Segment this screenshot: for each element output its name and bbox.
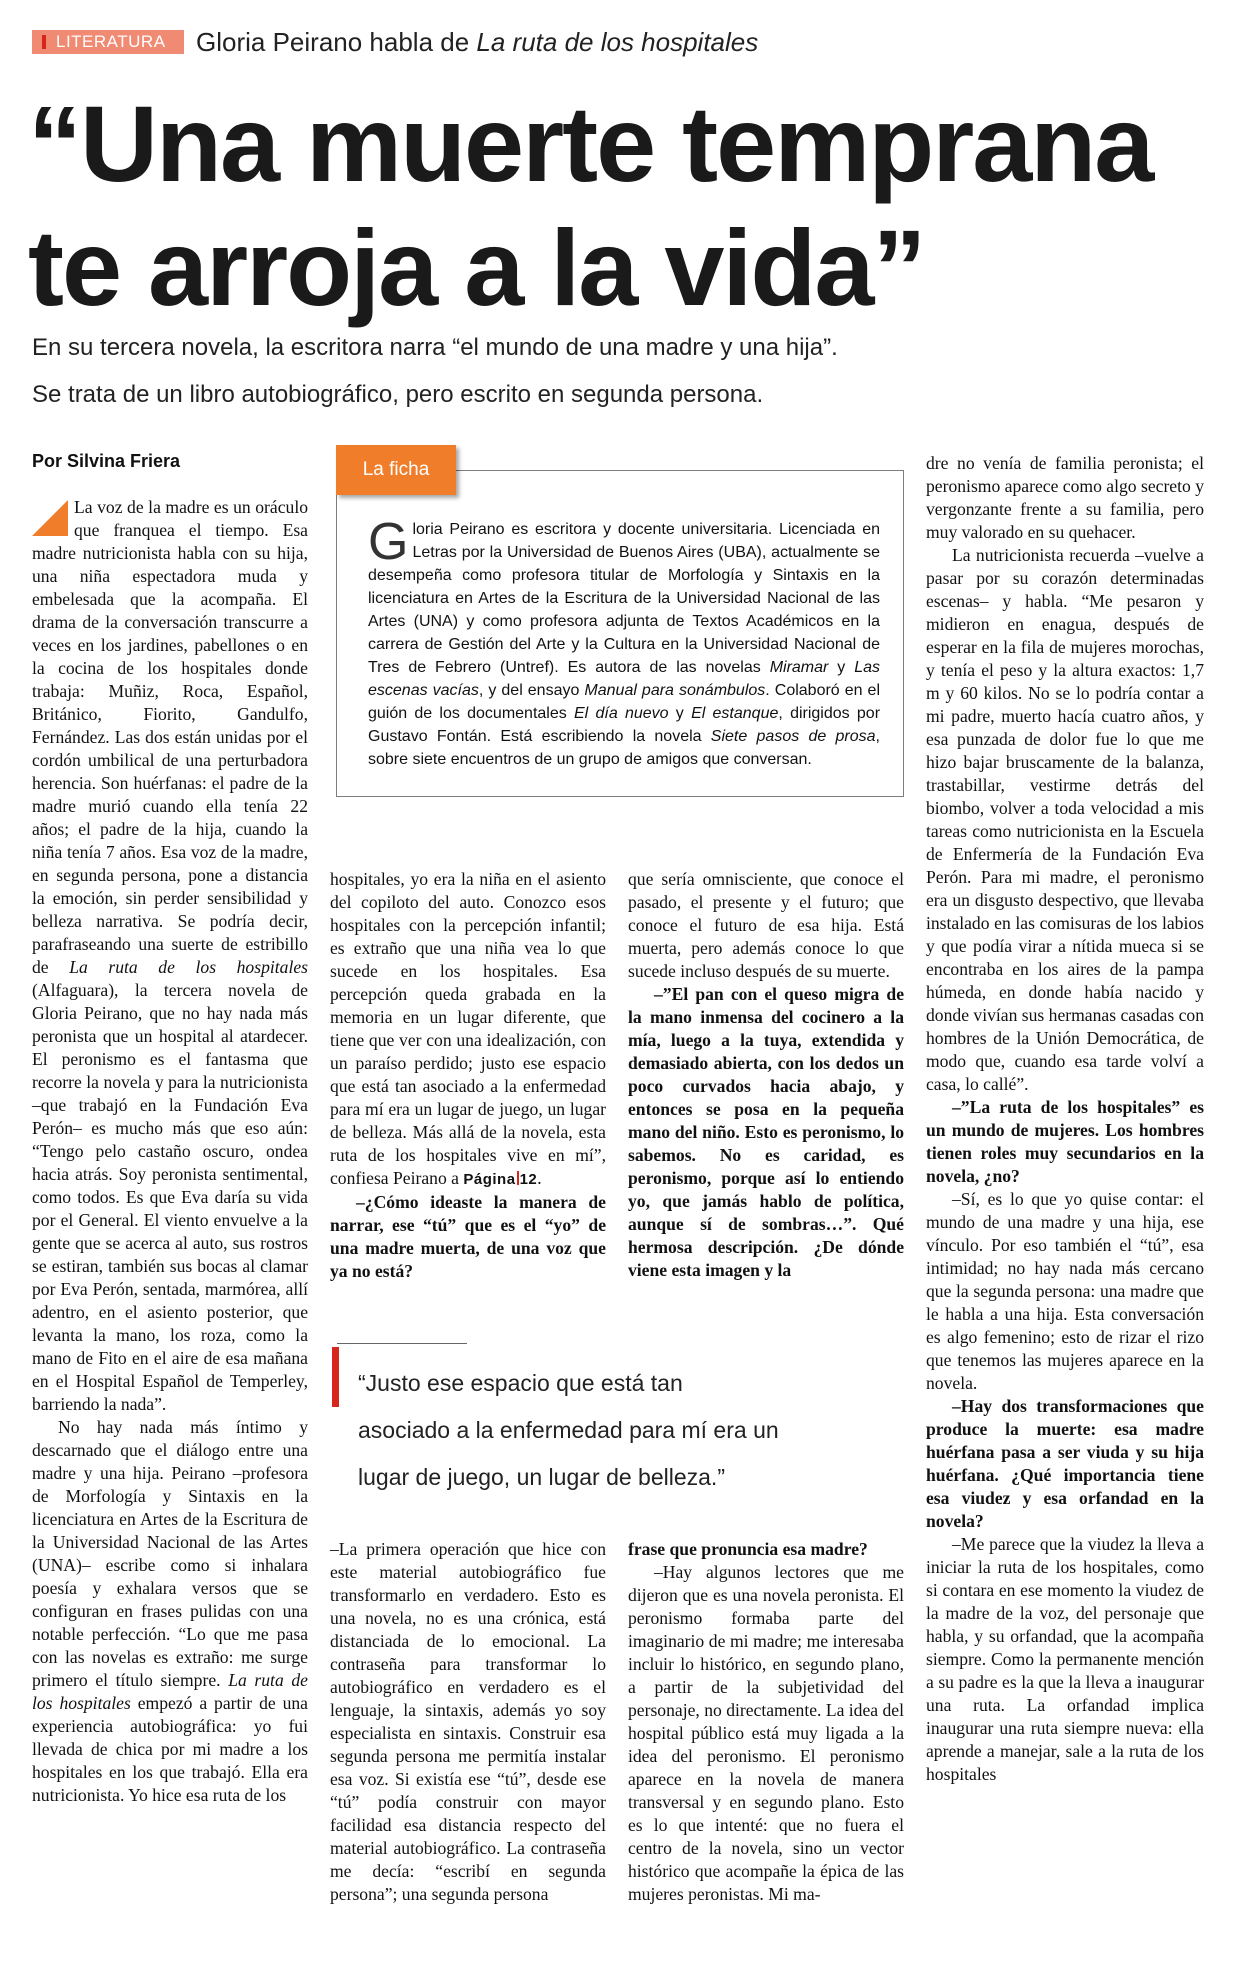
text-run: , sobre siete encuentros de un grupo de amigos que conversan. bbox=[368, 728, 880, 768]
pullquote-rule bbox=[337, 1343, 467, 1344]
section-tag-label: LITERATURA bbox=[56, 32, 166, 51]
headline-line-2: te arroja a la vida” bbox=[28, 207, 925, 328]
book-title: La ruta de los hospitales bbox=[69, 957, 308, 977]
book-title: Manual para sonámbulos bbox=[584, 682, 766, 699]
article-column-2-bottom bbox=[330, 1538, 606, 1906]
headline bbox=[28, 82, 1228, 330]
section-tag bbox=[32, 30, 184, 54]
text-run: y bbox=[668, 705, 692, 722]
text-run: La voz de la madre es un oráculo que franquea el tiempo. Esa madre nutricionista habla con su hija, una niña espectadora muda y embelesada que la acompaña. El drama de la conversación transcurre a veces en los jardines, pabellones o en la cocina de los hospitales donde trabaja: Muñiz, Roca, Español, Británico, Fiorito, Gandulfo, Fernández. Las dos están unidas por el cordón umbilical de una perturbadora herencia. Son huérfanas: el padre de la madre murió cuando ella tenía 22 años; el padre de la hija, cuando la niña tenía 7 años. Esa voz de la madre, en segunda persona, pone a distancia la emoción, sin perder sensibilidad y belleza narrativa. Se podría decir, parafraseando una suerte de estribillo de bbox=[32, 497, 308, 977]
interview-question bbox=[926, 1395, 1204, 1533]
book-title: Miramar bbox=[769, 659, 829, 676]
question-text: frase que pronuncia esa madre? bbox=[628, 1539, 868, 1559]
pullquote-line-1: “Justo ese espacio que está tan bbox=[358, 1370, 683, 1396]
interview-question bbox=[330, 1191, 606, 1283]
article-column-2 bbox=[330, 868, 606, 1283]
deck bbox=[32, 324, 1212, 418]
paragraph: dre no venía de familia peronista; el peronismo aparece como algo secreto y vergonzante frente a su familia, pero muy valorado en su quehacer. bbox=[926, 453, 1204, 542]
text-run: . Colaboró en el guión de los documentales bbox=[368, 682, 881, 722]
pagina12-logo-separator bbox=[517, 1171, 519, 1185]
pagina12-logo bbox=[463, 1171, 537, 1188]
film-title: El estanque bbox=[691, 705, 779, 722]
question-text: –”El pan con el queso migra de la mano inmensa del cocinero a la mía, luego a la tuya, extendida y demasiado abierta, con los dedos un poco curvados hacia abajo, y entonces se posa en la pequeña mano del niño. Esto es peronismo, lo sabemos. No es caridad, es peronismo, porque así lo entiendo yo, que jamás hablo de política, aunque sí de sombras…”. Qué hermosa descripción. ¿De dónde viene esta imagen y la bbox=[628, 984, 904, 1280]
pullquote-red-bar bbox=[332, 1347, 339, 1407]
text-run: empezó a partir de una experiencia autobiográfica: yo fui llevada de chica por mi madre a los hospitales en los que trabajó. Ella era nutricionista. Yo hice esa ruta de los bbox=[32, 1693, 308, 1805]
film-title: El día nuevo bbox=[574, 705, 669, 722]
text-run: No hay nada más íntimo y descarnado que el diálogo entre una madre y una hija. Peirano –profesora de Morfología y Sintaxis en la licenciatura en Artes de la Escritura de la Universidad Nacional de las Artes (UNA)– escribe como si inhalara poesía y exhalara versos que se configuran en frases pulidas con una notable perfección. “Lo que me pasa con las novelas es extraño: me surge primero el título siempre. bbox=[32, 1417, 308, 1690]
text-run: hospitales, yo era la niña en el asiento del copiloto del auto. Conozco esos hospitales con la percepción infantil; es extraño que una niña vea lo que sucede en los hospitales. Esa percepción queda grabada en la memoria en un lugar diferente, que tiene que ver con una idealización, con un paraíso perdido; justo ese espacio que está tan asociado a la enfermedad para mí era un lugar de juego, un lugar de belleza. Más allá de la novela, esta ruta de los hospitales vive en mí”, confiesa Peirano a bbox=[330, 869, 606, 1188]
pagina12-logo-left: Página bbox=[463, 1171, 516, 1188]
paragraph: –Sí, es lo que yo quise contar: el mundo de una madre y una hija, ese vínculo. Por eso también el “tú”, esa intimidad; no hay nada más cercano que la segunda persona: una madre que le habla a una hija. Esta conversación es algo femenino; esto de rizar el rizo que tenemos las mujeres aparece en la novela. bbox=[926, 1189, 1204, 1393]
orange-triangle-icon bbox=[32, 500, 68, 536]
kicker bbox=[196, 27, 758, 58]
interview-question bbox=[628, 983, 904, 1282]
paragraph: –Hay algunos lectores que me dijeron que es una novela peronista. El peronismo formaba parte del imaginario de mi madre; me interesaba incluir lo histórico, en segundo plano, a partir de la subjetividad del personaje, no directamente. La idea del hospital público está muy ligada a la idea del peronismo. El peronismo aparece en la novela de manera transversal y en segundo plano. Esto es lo que intenté: que no fuera el centro de la novela, sino un vector histórico que acompañe la épica de las mujeres peronistas. Mi ma- bbox=[628, 1562, 904, 1904]
article-column-3 bbox=[628, 868, 904, 1282]
pagina12-logo-right: 12 bbox=[519, 1171, 538, 1188]
byline: Por Silvina Friera bbox=[32, 451, 181, 471]
book-title: Las escenas vacías bbox=[368, 659, 881, 699]
question-text: –Hay dos transformaciones que produce la muerte: esa madre huérfana pasa a ser viuda y su hija huérfana. ¿Qué importancia tiene esa viudez y esa orfandad en la novela? bbox=[926, 1396, 1204, 1531]
article-column-4 bbox=[926, 452, 1204, 1786]
kicker-text: Gloria Peirano habla de bbox=[196, 27, 477, 57]
text-run: (Alfaguara), la tercera novela de Gloria Peirano, que no hay nada más peronista que un hospital al atardecer. El peronismo es el fantasma que recorre la novela y para la nutricionista –que trabajó en la Fundación Eva Perón– es mucho más que eso aún: “Tengo pelo castaño oscuro, ondea hacia atrás. Soy peronista sentimental, como todos. Es que Eva daría su vida por el General. El viento envuelve a la gente que se acerca al auto, sus rostros se estiran, también sus bocas al clamar por Eva Perón, sentada, marmórea, allí adentro, en el asiento posterior, que levanta la mano, los roza, como la mano de Fito en el aire de esa mañana en el Hospital Español de Temperley, barriendo la nada”. bbox=[32, 980, 308, 1414]
pullquote-line-3: lugar de juego, un lugar de belleza.” bbox=[358, 1464, 725, 1490]
ficha-text bbox=[368, 513, 881, 771]
paragraph: La nutricionista recuerda –vuelve a pasar por su corazón determinadas escenas– y habla. “Me pesaron y midieron en enagua, después de esperar en la fila de mujeres morochas, y tenía el peso y la altura exactos: 1,7 m y 60 kilos. No se lo podría contar a mi padre, muerto hacía cuatro años, y esa punzada de dolor fue lo que me hizo bajar bruscamente de la balanza, trastabillar, vestirme detrás del biombo, volver a toda velocidad a mis tareas como nutricionista en la Escuela de Enfermería de la Fundación Eva Perón. Para mi madre, el peronismo era un disgusto despectivo, que llevaba instalado en las comisuras de los labios y que podía virar a nítida mueca si se encontraba en los aires de la pampa húmeda, en donde había nacido y donde vivían sus hermanas casadas con hombres de la Unión Democrática, de modo que, cuando esa tarde volví a casa, lo callé”. bbox=[926, 545, 1204, 1094]
paragraph: –La primera operación que hice con este material autobiográfico fue transformarlo en verdadero. Esto es una novela, no es una crónica, está distanciada de lo emocional. La contraseña para transformar lo autobiográfico en verdadero es el lenguaje, la sintaxis, además yo soy especialista en sintaxis. Construir esa segunda persona me permitía instalar esa voz. Si existía ese “tú”, desde ese “tú” podía construir con mayor facilidad esa distancia respecto del material autobiográfico. La contraseña me decía: “escribí en segunda persona”; una segunda persona bbox=[330, 1539, 606, 1904]
paragraph: que sería omnisciente, que conoce el pasado, el presente y el futuro; que conoce el futuro de esa hija. Está muerta, pero además conoce lo que sucede incluso después de su muerte. bbox=[628, 869, 904, 981]
pullquote bbox=[358, 1360, 898, 1501]
question-text: –”La ruta de los hospitales” es un mundo de mujeres. Los hombres tienen roles muy secundarios en la novela, ¿no? bbox=[926, 1097, 1204, 1186]
paragraph: –Me parece que la viudez la lleva a iniciar la ruta de los hospitales, como si contara en ese momento la viudez de la madre de la voz, del personaje que habla, y su orfandad, que la acompaña siempre. Como la permanente mención a su padre es la que la lleva a inaugurar una ruta. La orfandad implica inaugurar una ruta siempre nueva: ella aprende a manejar, sale a la ruta de los hospitales bbox=[926, 1534, 1204, 1784]
interview-question bbox=[628, 1538, 904, 1561]
deck-line-2: Se trata de un libro autobiográfico, pero escrito en segunda persona. bbox=[32, 381, 764, 408]
book-title: La ruta de los hospitales bbox=[32, 1670, 308, 1713]
text-run: loria Peirano es escritora y docente universitaria. Licenciada en Letras por la Universidad de Buenos Aires (UBA), actualmente se desempeña como profesora titular de Morfología y Sintaxis en la licenciatura en Artes de la Escritura de la Universidad Nacional de las Artes (UNA) y como profesora adjunta de Textos Académicos en la carrera de Gestión del Arte y la Cultura en la Universidad Nacional de Tres de Febrero (Untref). Es autora de las novelas bbox=[368, 521, 880, 676]
deck-line-1: En su tercera novela, la escritora narra “el mundo de una madre y una hija”. bbox=[32, 334, 838, 361]
paragraph bbox=[32, 496, 308, 1416]
kicker-book-title: La ruta de los hospitales bbox=[476, 27, 759, 57]
article-column-3-bottom bbox=[628, 1538, 904, 1906]
headline-line-1: “Una muerte temprana bbox=[28, 83, 1153, 204]
question-text: –¿Cómo ideaste la manera de narrar, ese “tú” que es el “yo” de una madre muerta, de una voz que ya no está? bbox=[330, 1192, 606, 1281]
text-run: . bbox=[537, 1168, 542, 1188]
pullquote-line-2: asociado a la enfermedad para mí era un bbox=[358, 1417, 779, 1443]
book-title: Siete pasos de prosa bbox=[710, 728, 876, 745]
ficha-dropcap: G bbox=[368, 513, 409, 571]
text-run: y bbox=[828, 659, 855, 676]
text-run: , dirigidos por Gustavo Fontán. Está escribiendo la novela bbox=[368, 705, 881, 745]
ficha-tab: La ficha bbox=[336, 445, 456, 495]
paragraph bbox=[330, 868, 606, 1191]
section-tag-marker bbox=[42, 35, 46, 49]
interview-question bbox=[926, 1096, 1204, 1188]
article-column-1 bbox=[32, 496, 308, 1807]
paragraph bbox=[32, 1416, 308, 1807]
text-run: , y del ensayo bbox=[478, 682, 585, 699]
